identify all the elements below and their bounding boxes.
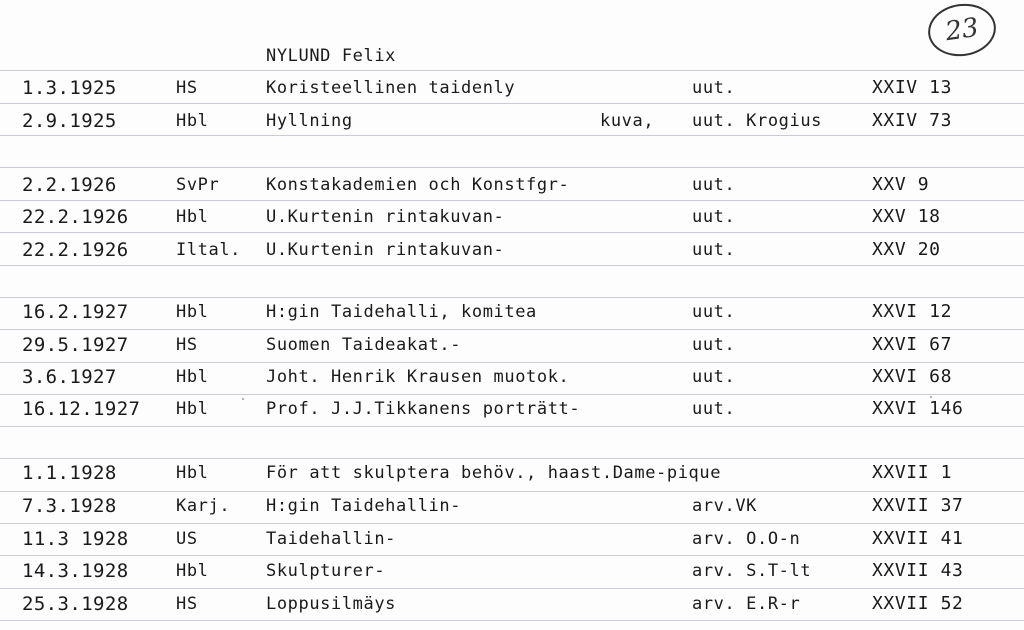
entry-type: arv. S.T-lt [692,561,812,581]
entry-ref: XXVI 67 [872,334,953,355]
rule-line [0,200,1024,201]
entry-title: U.Kurtenin rintakuvan- [266,207,505,227]
entry-paper: Hbl [176,463,209,483]
entry-title: Suomen Taideakat.- [266,335,462,355]
entry-date: 3.6.1927 [22,366,117,388]
entry-type: uut. [692,335,736,355]
entry-date: 29.5.1927 [22,334,129,356]
entry-paper: Hbl [176,111,209,131]
entry-ref: XXIV 73 [872,110,953,131]
entry-type: arv.VK [692,496,758,516]
entry-title: Skulpturer- [266,561,386,581]
rule-line [0,426,1024,427]
entry-ref: XXVI 146 [872,398,964,419]
entry-ref: XXVI 68 [872,366,953,387]
entry-title: För att skulptera behöv., haast.Dame-pique [266,463,722,483]
rule-line [0,329,1024,330]
entry-ref: XXV 20 [872,239,941,260]
entry-ref: XXVII 1 [872,462,953,483]
entry-paper: Karj. [176,496,231,516]
entry-title: Konstakademien och Konstfgr- [266,175,570,195]
entry-type: uut. [692,78,736,98]
rule-line [0,297,1024,298]
entry-note: kuva, [600,111,655,131]
entry-date: 2.2.1926 [22,174,117,196]
entry-type: uut. [692,207,736,227]
entry-date: 16.2.1927 [22,301,129,323]
entry-title: Koristeellinen taidenly [266,78,516,98]
entry-title: Joht. Henrik Krausen muotok. [266,367,570,387]
entry-paper: Hbl [176,561,209,581]
entry-title: Taidehallin- [266,529,397,549]
entry-ref: XXV 18 [872,206,941,227]
rule-line [0,70,1024,71]
rule-line [0,394,1024,395]
entry-ref: XXV 9 [872,174,930,195]
entry-date: 11.3 1928 [22,528,129,550]
card-heading-name: NYLUND Felix [266,46,397,66]
entry-paper: HS [176,594,198,614]
entry-date: 1.3.1925 [22,77,117,99]
entry-date: 22.2.1926 [22,206,129,228]
scan-speck [242,398,244,400]
entry-title: H:gin Taidehallin- [266,496,462,516]
entry-paper: Hbl [176,302,209,322]
entry-paper: HS [176,78,198,98]
entry-type: uut. [692,399,736,419]
entry-date: 2.9.1925 [22,110,117,132]
entry-ref: XXVII 37 [872,495,964,516]
rule-line [0,232,1024,233]
entry-date: 14.3.1928 [22,560,129,582]
rule-line [0,458,1024,459]
rule-line [0,588,1024,589]
entry-type: uut. [692,302,736,322]
rule-line [0,103,1024,104]
entry-ref: XXVII 43 [872,560,964,581]
entry-title: Loppusilmäys [266,594,397,614]
entry-date: 1.1.1928 [22,462,117,484]
entry-type: arv. O.O-n [692,529,801,549]
entry-type: uut. [692,240,736,260]
entry-paper: Hbl [176,399,209,419]
scan-speck [930,396,932,398]
entry-type: uut. [692,175,736,195]
entry-paper: US [176,529,198,549]
page-number: 23 [943,12,981,48]
entry-date: 22.2.1926 [22,239,129,261]
rule-line [0,555,1024,556]
entry-paper: SvPr [176,175,220,195]
entry-type: uut. Krogius [692,111,823,131]
entry-paper: Hbl [176,367,209,387]
entry-ref: XXVI 12 [872,301,953,322]
entry-type: arv. E.R-r [692,594,801,614]
entry-type: uut. [692,367,736,387]
entry-date: 7.3.1928 [22,495,117,517]
rule-line [0,265,1024,266]
rule-line [0,135,1024,136]
rule-line [0,491,1024,492]
entry-ref: XXIV 13 [872,77,953,98]
rule-line [0,167,1024,168]
entry-ref: XXVII 41 [872,528,964,549]
entry-title: H:gin Taidehalli, komitea [266,302,537,322]
page-number-stamp [925,0,1000,60]
entry-title: Hyllning [266,111,353,131]
entry-title: U.Kurtenin rintakuvan- [266,240,505,260]
entry-title: Prof. J.J.Tikkanens porträtt- [266,399,581,419]
entry-date: 16.12.1927 [22,398,141,420]
entry-paper: HS [176,335,198,355]
rule-line [0,523,1024,524]
entry-date: 25.3.1928 [22,593,129,615]
entry-paper: Hbl [176,207,209,227]
entry-ref: XXVII 52 [872,593,964,614]
rule-line [0,620,1024,621]
entry-paper: Iltal. [176,240,242,260]
rule-line [0,362,1024,363]
